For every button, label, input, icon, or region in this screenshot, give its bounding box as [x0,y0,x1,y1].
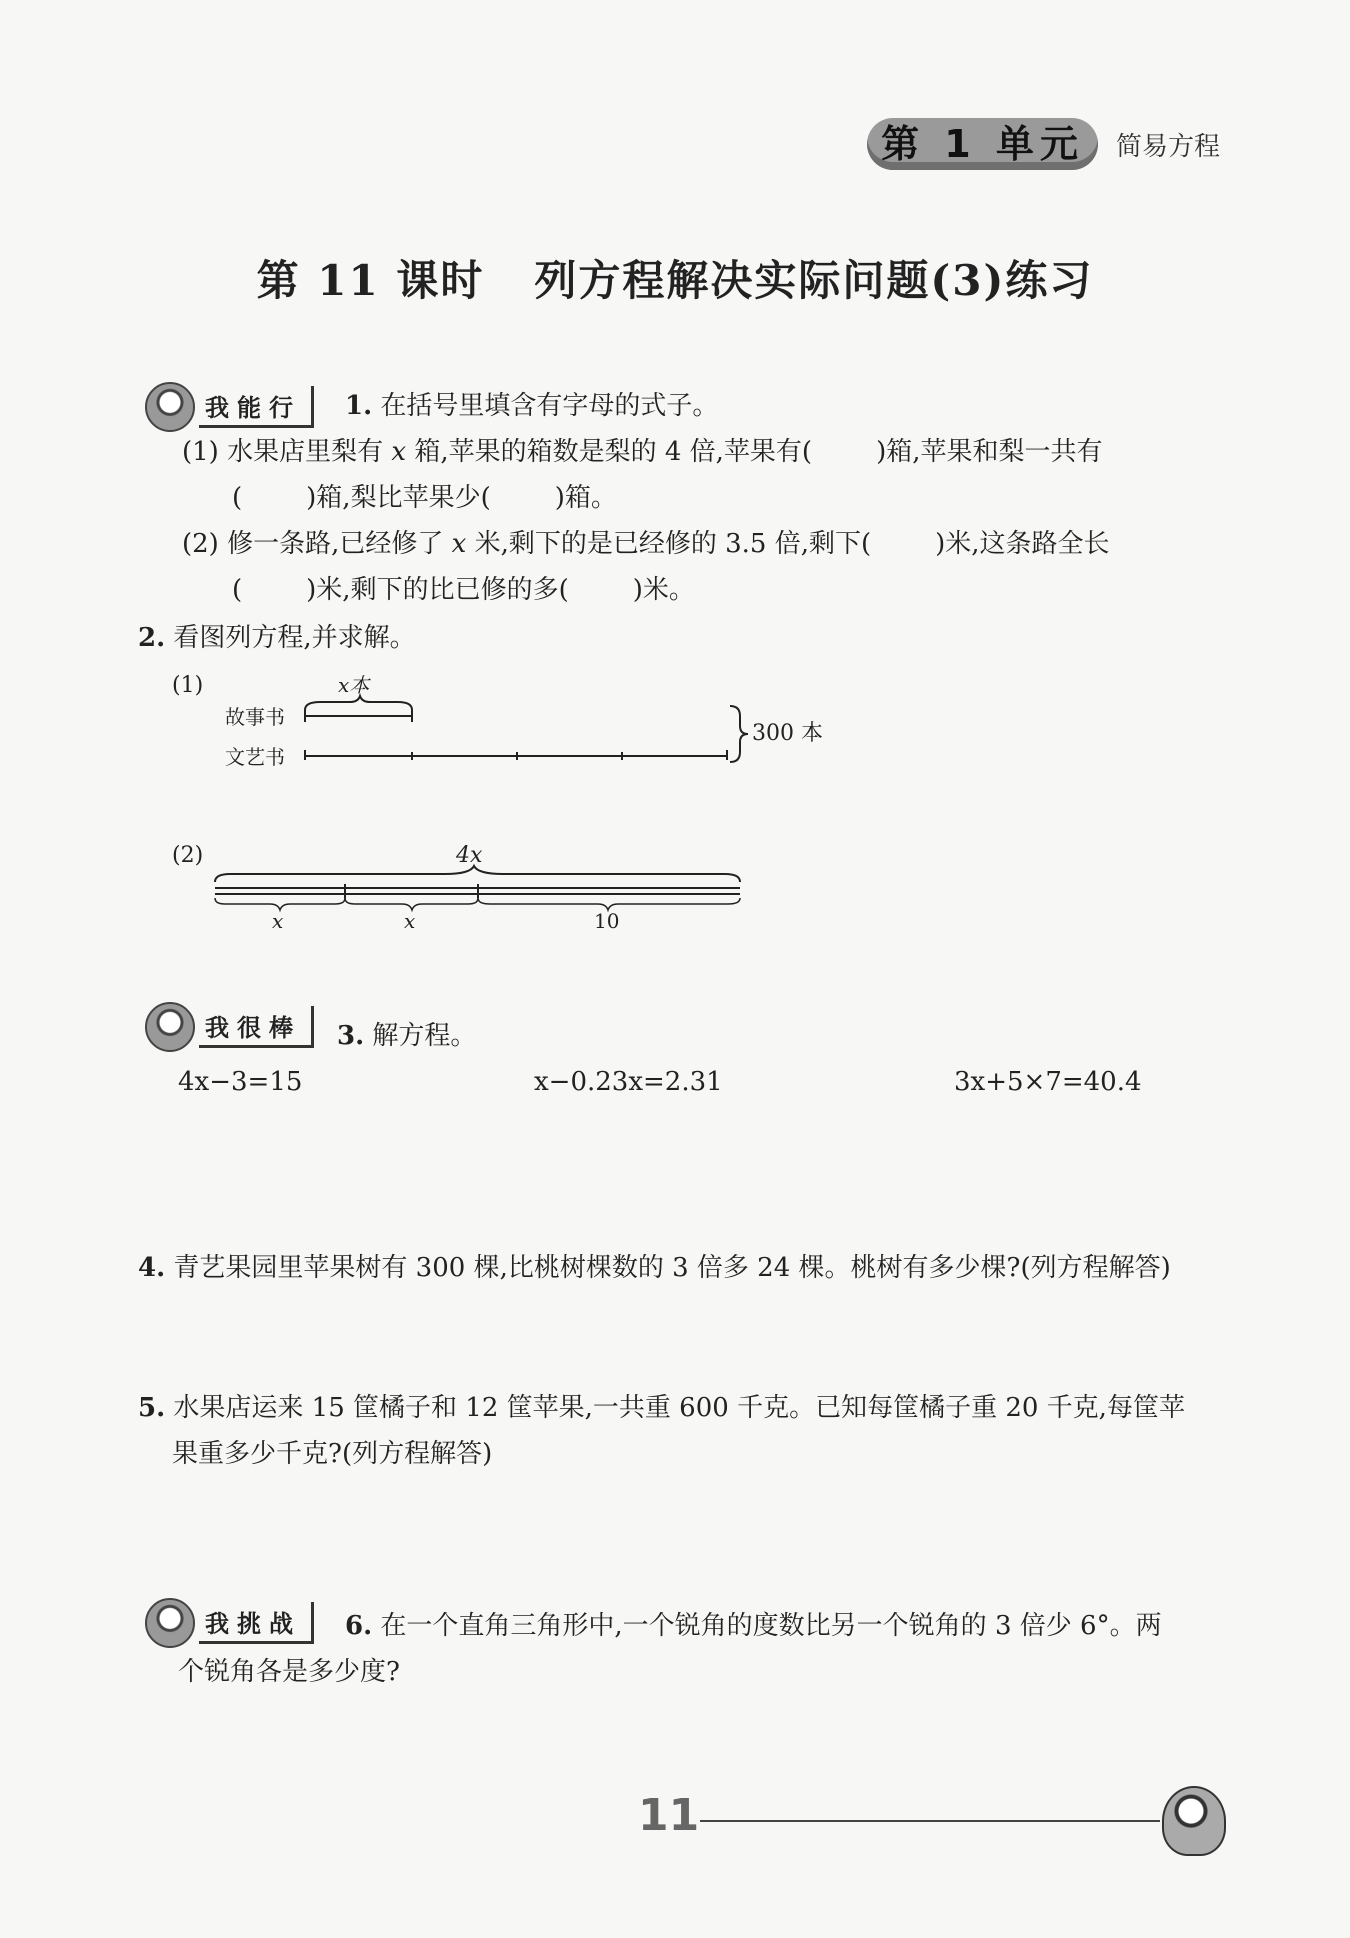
section-label-3: 我挑战 [199,1602,314,1644]
diagram-2-top-label: 4x [456,843,483,868]
unit-header [867,118,1220,170]
q1-part2-line1: (2) 修一条路,已经修了 x 米,剩下的是已经修的 3.5 倍,剩下( )米,这条路全长 [182,529,1110,559]
section-badge-3 [145,1598,314,1648]
lesson-label: 第 11 课时 [256,256,485,305]
row-label-storybooks: 故事书 [225,705,285,729]
equation-3: 3x+5×7=40.4 [954,1067,1142,1097]
diagram-1-label: (1) [172,673,204,698]
q1-part2-line2: ( )米,剩下的比已修的多( )米。 [232,575,695,605]
mascot-boy-icon [1162,1786,1226,1856]
q6-text-line2: 个锐角各是多少度? [178,1657,400,1687]
diagram-1-top-label: x本 [338,673,370,697]
section-label-2: 我很棒 [199,1006,314,1048]
q4-text: 4. 青艺果园里苹果树有 300 棵,比桃树棵数的 3 倍多 24 棵。桃树有多少棵?(列方程解答) [138,1253,1171,1283]
q1-part1-line1: (1) 水果店里梨有 x 箱,苹果的箱数是梨的 4 倍,苹果有( )箱,苹果和梨一共有 [182,437,1103,467]
segment-1-label: x [272,909,284,930]
lesson-topic: 列方程解决实际问题(3)练习 [534,256,1094,305]
unit-subject: 简易方程 [1115,131,1220,162]
brace-top-2 [215,866,740,882]
mascot-girl-icon [145,1002,195,1052]
footer-rule [700,1820,1160,1822]
brace-right [730,706,748,762]
q5-text-line2: 果重多少千克?(列方程解答) [172,1439,493,1469]
equation-2: x−0.23x=2.31 [534,1067,723,1097]
mascot-girl-icon [145,382,195,432]
diagram-2-label: (2) [172,843,204,868]
diagram-2 [160,830,810,930]
section-badge-1 [145,382,314,432]
q1-stem: 1. 在括号里填含有字母的式子。 [345,391,719,421]
diagram-1 [160,660,860,780]
q6-text-line1: 6. 在一个直角三角形中,一个锐角的度数比另一个锐角的 3 倍少 6°。两 [345,1611,1162,1641]
unit-badge: 第 1 单元 [867,118,1098,170]
q5-text-line1: 5. 水果店运来 15 筐橘子和 12 筐苹果,一共重 600 千克。已知每筐橘子重 20 千克,每筐苹 [138,1393,1185,1423]
segment-3-label: 10 [594,909,620,930]
q1-part1-line2: ( )箱,梨比苹果少( )箱。 [232,483,617,513]
mascot-kids-icon [145,1598,195,1648]
equation-1: 4x−3=15 [178,1067,303,1097]
page-title [0,248,1350,308]
brace-top [305,696,412,710]
q2-stem: 2. 看图列方程,并求解。 [138,623,416,653]
page-number: 11 [638,1790,700,1841]
row-label-literature: 文艺书 [225,745,285,769]
diagram-1-total: 300 本 [752,721,823,746]
section-badge-2 [145,1002,314,1052]
q3-stem: 3. 解方程。 [337,1021,477,1051]
segment-2-label: x [404,909,416,930]
section-label-1: 我能行 [199,386,314,428]
